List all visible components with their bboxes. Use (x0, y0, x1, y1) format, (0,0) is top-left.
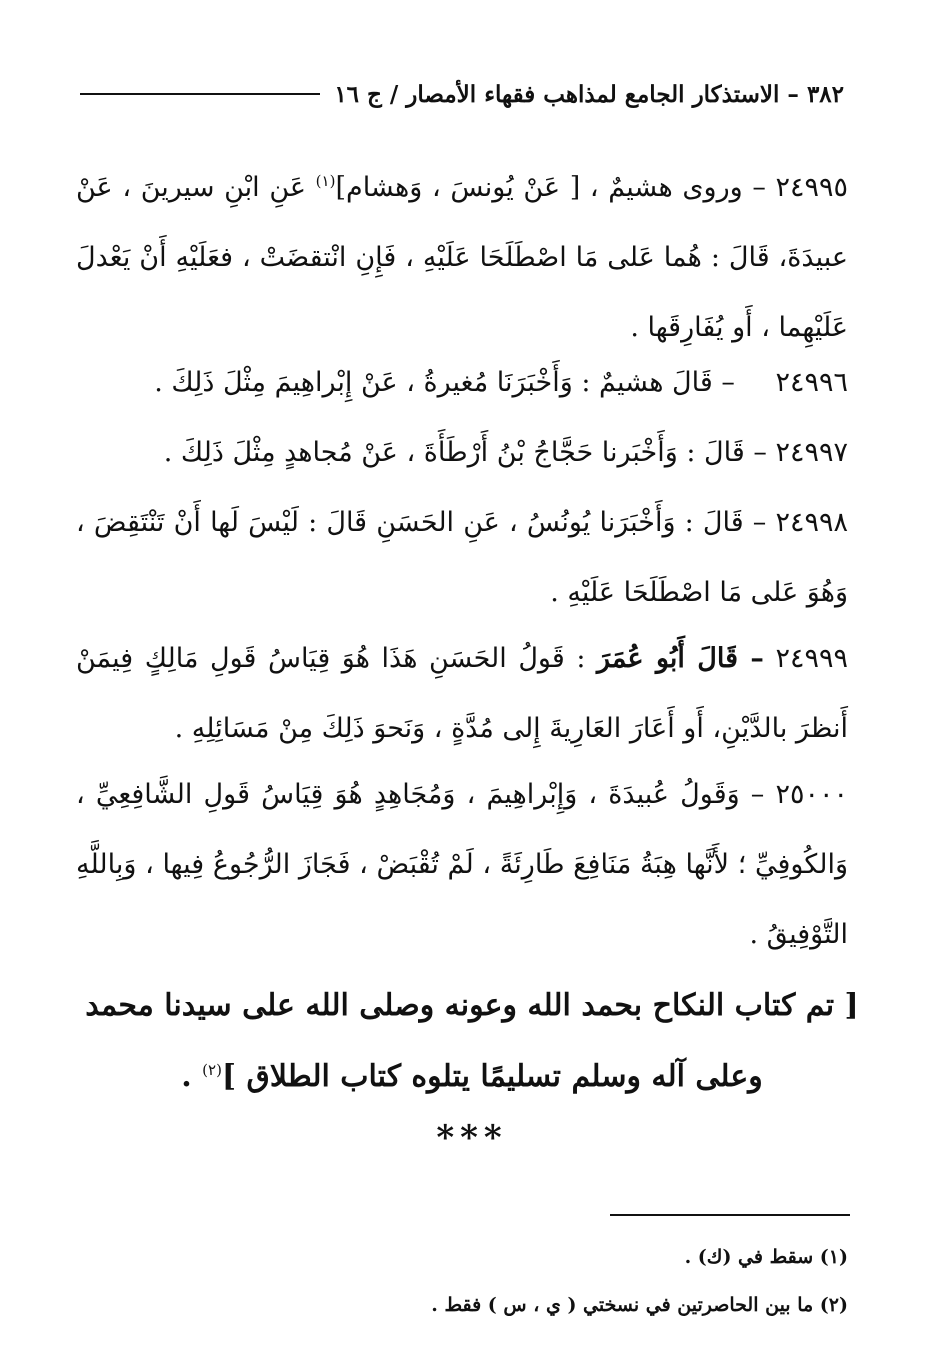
page-header (80, 72, 844, 116)
paragraph-text: – قَالَ : وَأَخْبَرَنا يُونُسُ ، عَنِ الحَسَنِ قَالَ : لَيْسَ لَها أَنْ تَنْتَقِضَ ، وَهُوَ عَلى مَا اصْطَلَحَا عَلَيْهِ . (76, 507, 848, 608)
running-header-title: ٣٨٢ – الاستذكار الجامع لمذاهب فقهاء الأمصار / ج ١٦ (334, 80, 844, 108)
footnote-ref: (٢) (202, 1061, 222, 1079)
paragraph-24996 (76, 348, 848, 418)
paragraph-number: ٢٤٩٩٦ (775, 367, 848, 398)
paragraph-25000 (76, 760, 848, 970)
book-closing-statement (70, 974, 874, 1109)
footnote-1: (١) سقط في (ك) . (684, 1246, 848, 1268)
paragraph-24997 (76, 418, 848, 488)
paragraph-text-cont: عَنِ ابْنِ سيرينَ ، عَنْ عبيدَةَ، قَالَ : هُما عَلى مَا اصْطَلَحَا عَلَيْهِ ، فَإِنِ انْتقضَتْ ، فعَلَيْهِ أَنْ يَعْدلَ عَلَيْهِما ، أَو يُفَارِقَها . (76, 172, 848, 343)
footnote-2: (٢) ما بين الحاصرتين في نسختي ( ي ، س ) فقط . (431, 1294, 848, 1316)
paragraph-text: – وَقَولُ عُبيدَةَ ، وَإِبْراهِيمَ ، وَمُجَاهِدٍ هُوَ قِيَاسُ قَولِ الشَّافِعِيِّ ، وَالكُوفِيِّ ؛ لأَنَّها هِبَةُ مَنَافِعَ طَارِئَةً ، لَمْ تُقْبَضْ ، فَجَازَ الرُّجُوعُ فِيها ، وَبِاللَّهِ التَّوْفِيقُ . (76, 779, 848, 950)
paragraph-text: – قَالَ : وَأَخْبَرنا حَجَّاجُ بْنُ أَرْطَأَةَ ، عَنْ مُجاهدٍ مِثْلَ ذَلِكَ . (163, 437, 767, 468)
speaker-label: – قَالَ أَبُو عُمَرَ (596, 643, 764, 674)
paragraph-24999 (76, 624, 848, 764)
paragraph-number: ٢٤٩٩٩ (775, 643, 848, 674)
paragraph-24998 (76, 488, 848, 628)
paragraph-text: : قَولُ الحَسَنِ هَذَا هُوَ قِيَاسُ قَولِ مَالِكٍ فِيمَنْ أَنظرَ بالدَّيْنِ، أَو أَعَارَ العَارِيةَ إِلى مُدَّةٍ ، وَنَحوَ ذَلِكَ مِنْ مَسَائِلِهِ . (76, 643, 848, 744)
closing-end: . (181, 1059, 203, 1094)
header-rule (80, 93, 320, 95)
paragraph-24995 (76, 146, 848, 363)
paragraph-number: ٢٤٩٩٧ (775, 437, 848, 468)
footnote-rule (610, 1214, 850, 1216)
paragraph-number: ٢٥٠٠٠ (775, 779, 848, 810)
paragraph-number: ٢٤٩٩٨ (775, 507, 848, 538)
paragraph-text: – وروى هشيمٌ ، [ عَنْ يُونسَ ، وَهشام] (335, 172, 766, 203)
paragraph-number: ٢٤٩٩٥ (775, 172, 849, 203)
closing-text: [ تم كتاب النكاح بحمد الله وعونه وصلى الله على سيدنا محمد وعلى آله وسلم تسليمًا يتلوه كتاب الطلاق ] (85, 988, 859, 1094)
section-separator: *** (436, 1118, 508, 1158)
paragraph-text: – قَالَ هشيمٌ : وَأَخْبَرَنَا مُغيرةُ ، عَنْ إِبْراهِيمَ مِثْلَ ذَلِكَ . (154, 367, 735, 398)
footnote-ref: (١) (315, 172, 336, 190)
